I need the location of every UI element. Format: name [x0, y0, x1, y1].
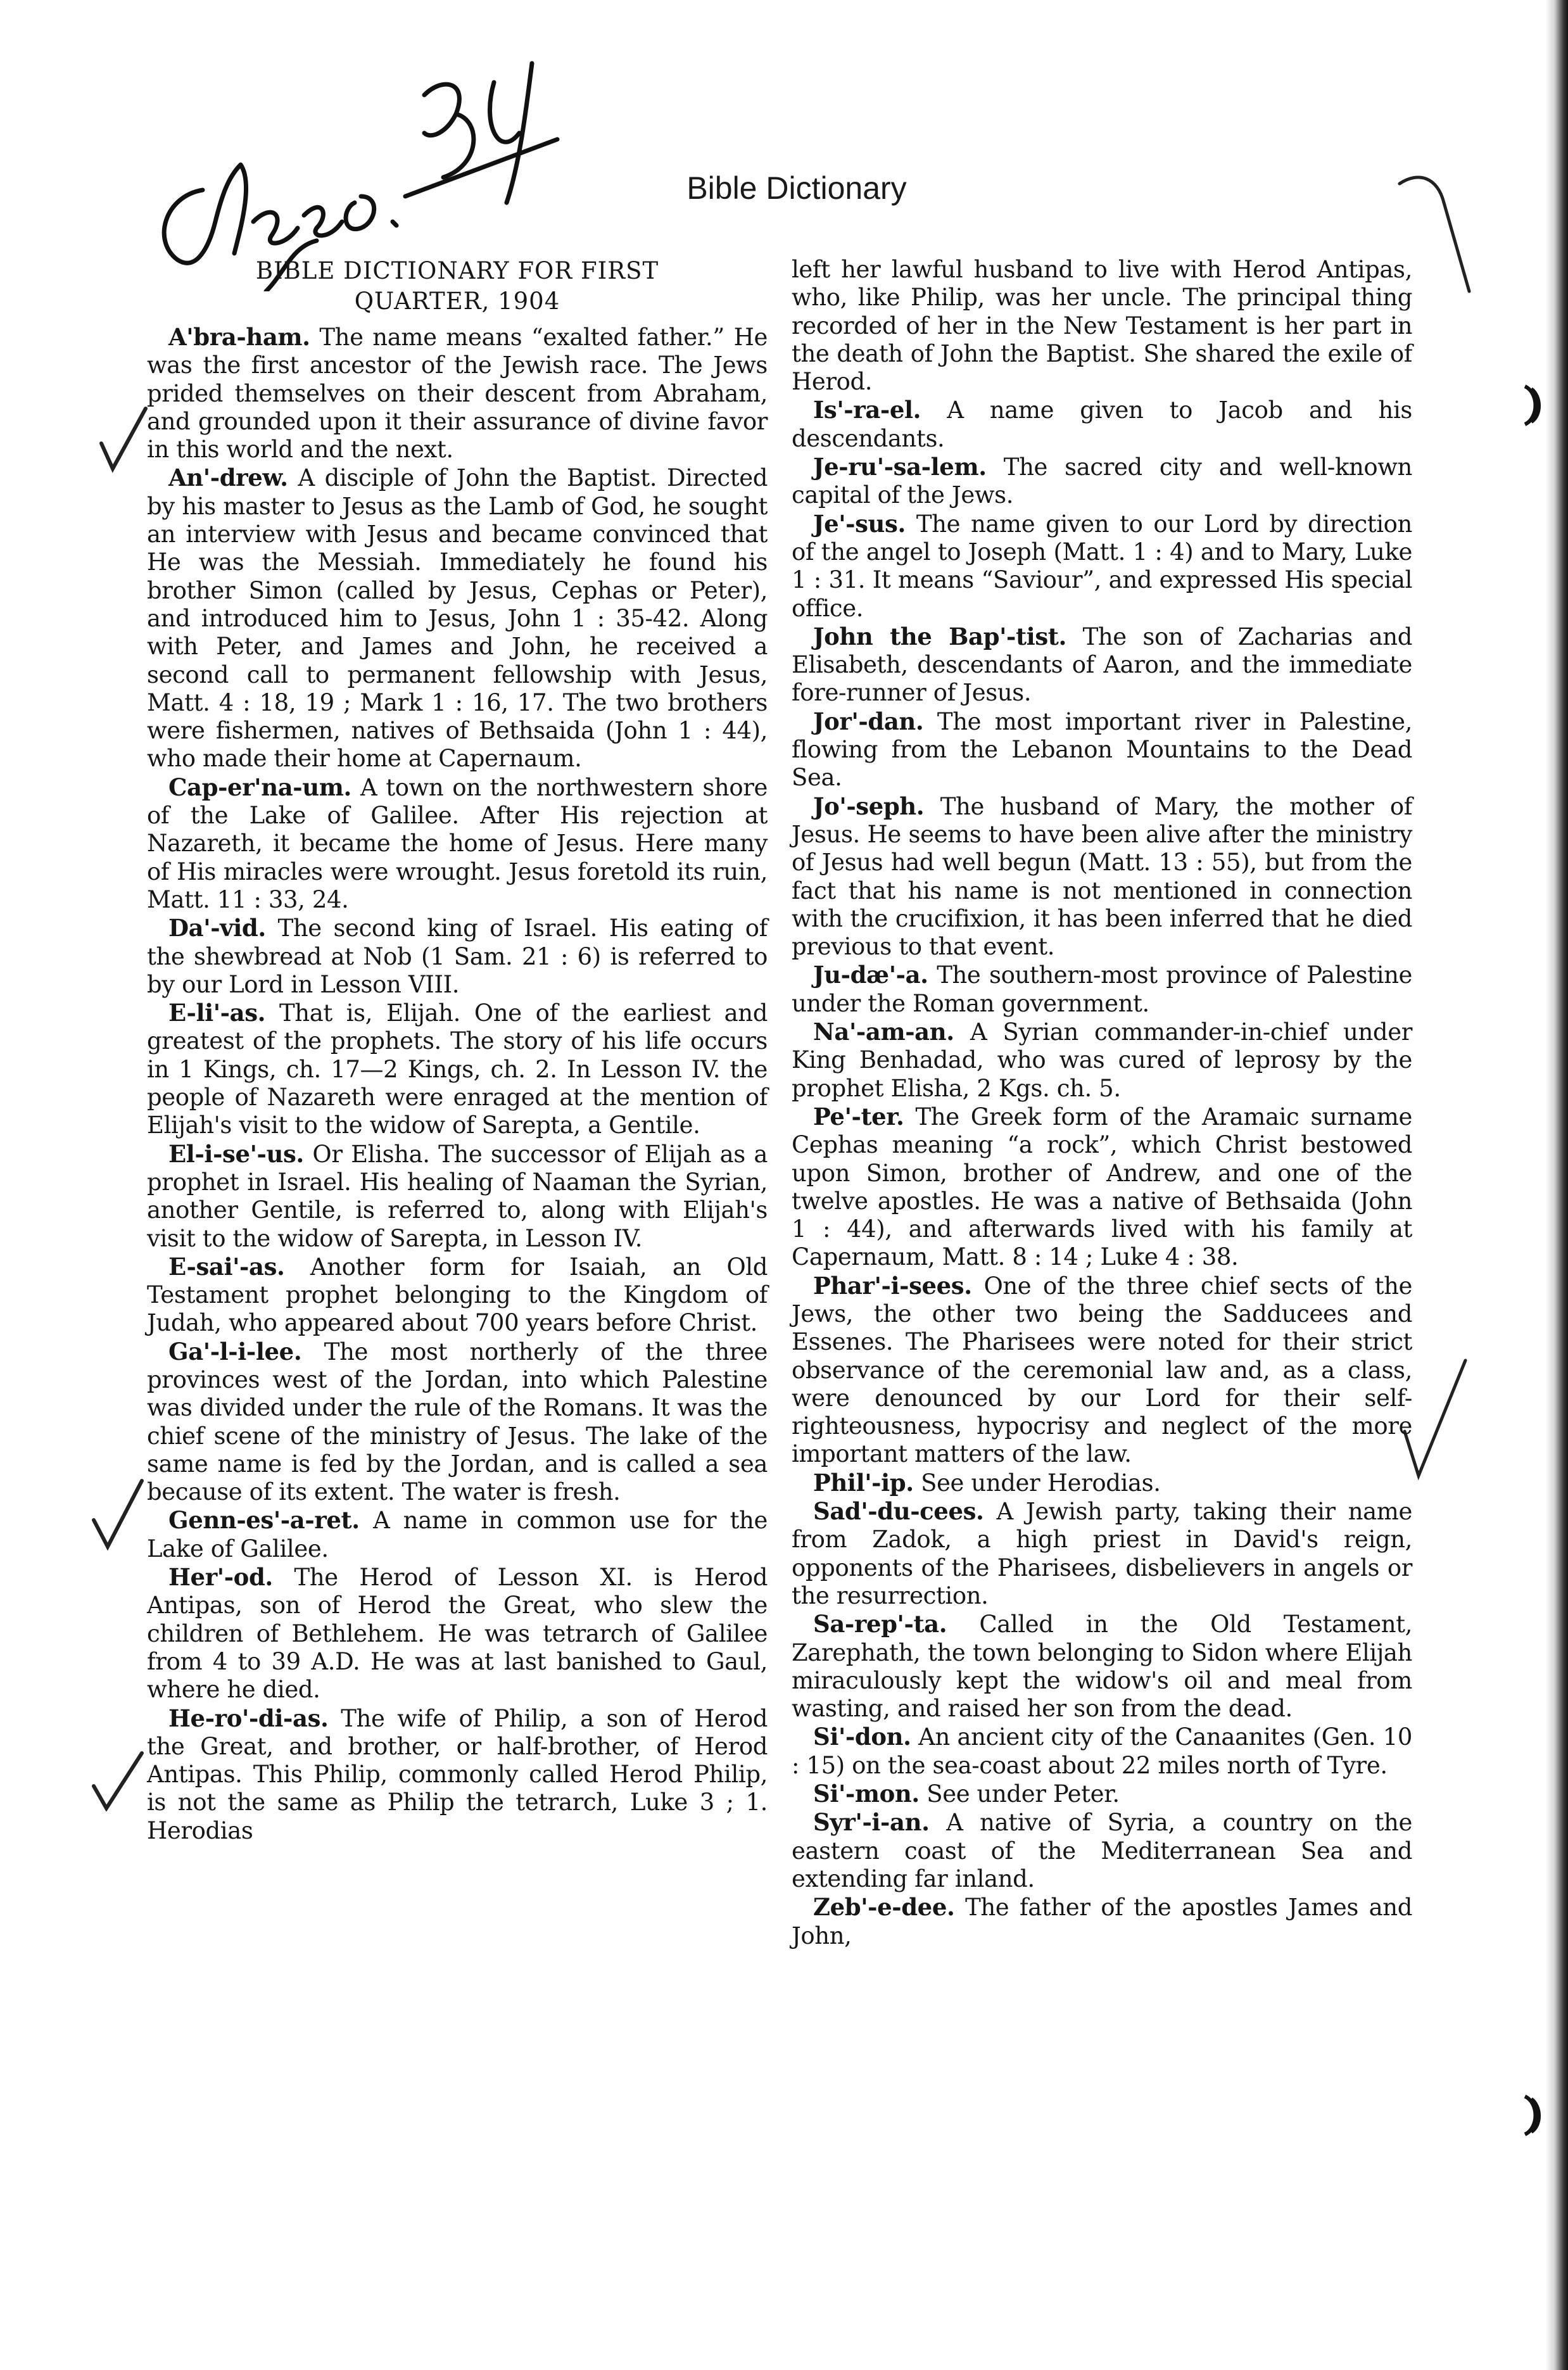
entry-term: El-i-se'-us. [168, 1139, 304, 1168]
entry-definition: That is, Elijah. One of the earliest and greatest of the prophets. The story of his life occurs in 1 Kings, ch. 17—2 Kings, ch. 2. In Lesson IV. the people of Nazareth were enraged at the mention of Elijah's visit to the widow of Sarepta, a Gentile. [147, 999, 768, 1139]
entry-term: Phar'-i-sees. [813, 1271, 972, 1300]
entry-term: An'-drew. [168, 464, 288, 492]
entry-definition: Another form for Isaiah, an Old Testament prophet belonging to the Kingdom of Judah, who appeared about 700 years before Christ. [147, 1253, 768, 1337]
dictionary-title [147, 256, 768, 317]
entry-judaea [792, 961, 1412, 1018]
entry-herodias-continued [792, 256, 1412, 396]
entry-term: Na'-am-an. [813, 1018, 954, 1046]
entry-term: Sa-rep'-ta. [813, 1610, 947, 1638]
entry-term: Genn-es'-a-ret. [168, 1506, 360, 1535]
entry-david [147, 914, 768, 999]
entry-term: Phil'-ip. [813, 1468, 914, 1497]
running-header: Bible Dictionary [686, 170, 907, 206]
check-mark-icon [89, 1748, 146, 1811]
entry-definition: left her lawful husband to live with Herod Antipas, who, like Philip, was her uncle. The principal thing recorded of her in the New Testament is her part in the death of John the Baptist. She shared the exile of Herod. [792, 256, 1412, 396]
entry-definition: The southern-most province of Palestine under the Roman government. [792, 961, 1412, 1017]
entry-definition: The father of the apostles James and John, [792, 1894, 1412, 1949]
entry-term: Si'-don. [813, 1723, 911, 1751]
entry-zebedee [792, 1893, 1412, 1950]
entry-term: A'bra-ham. [168, 323, 310, 351]
title-line-2: QUARTER, 1904 [354, 288, 560, 315]
entry-syrian [792, 1808, 1412, 1893]
entry-term: Jo'-seph. [813, 792, 925, 820]
entry-definition: A disciple of John the Baptist. Directed by his master to Jesus as the Lamb of God, he sought an interview with Jesus and became convinced that He was the Messiah. Immediately he found his brother Simon (called by Jesus, Cephas or Peter), and introduced him to Jesus, John 1 : 35-42. Along with Peter, and James and John, he received a second call to permanent fellowship with Jesus, Matt. 4 : 18, 19 ; Mark 1 : 16, 17. The two brothers were fishermen, natives of Bethsaida (John 1 : 44), who made their home at Capernaum. [147, 464, 768, 773]
binding-mark-icon [1520, 380, 1545, 431]
entry-simon [792, 1780, 1412, 1808]
entry-john-the-baptist [792, 623, 1412, 707]
entry-term: Is'-ra-el. [813, 396, 921, 424]
entry-definition: See under Herodias. [921, 1469, 1161, 1497]
entry-galilee [147, 1338, 768, 1507]
entry-definition: The second king of Israel. His eating of the shewbread at Nob (1 Sam. 21 : 6) is referred to by our Lord in Lesson VIII. [147, 915, 768, 998]
entry-term: Zeb'-e-dee. [813, 1893, 955, 1922]
entry-joseph [792, 792, 1412, 961]
entry-peter [792, 1103, 1412, 1272]
entry-definition: The husband of Mary, the mother of Jesus. He seems to have been alive after the ministry of Jesus had well begun (Matt. 13 : 55), but from the fact that his name is not mentioned in connection with the crucifixion, it has been inferred that he died previous to that event. [792, 792, 1412, 961]
entry-definition: The Greek form of the Aramaic surname Cephas meaning “a rock”, which Christ bestowed upon Simon, brother of Andrew, and one of the twelve apostles. He was a native of Bethsaida (John 1 : 44), and afterwards lived with his family at Capernaum, Matt. 8 : 14 ; Luke 4 : 38. [792, 1103, 1412, 1271]
entry-definition: A name given to Jacob and his descendants. [792, 396, 1412, 452]
entry-term: Sad'-du-cees. [813, 1497, 984, 1526]
check-mark-icon [89, 1476, 146, 1552]
entry-naaman [792, 1018, 1412, 1103]
handwritten-annotation [127, 38, 583, 291]
entry-term: Pe'-ter. [813, 1102, 904, 1131]
entry-definition: The name means “exalted father.” He was the first ancestor of the Jewish race. The Jews prided themselves on their descent from Abraham, and grounded upon it their assurance of divine favor in this world and the next. [147, 324, 768, 464]
entry-definition: One of the three chief sects of the Jews, the other two being the Sadducees and Essenes. The Pharisees were noted for their strict observance of the ceremonial law and, as a class, were denounced by our Lord for their self-righteousness, hypocrisy and neglect of the more important matters of the law. [792, 1272, 1412, 1468]
entry-term: Syr'-i-an. [813, 1808, 930, 1837]
entry-sarepta [792, 1610, 1412, 1723]
entry-definition: The sacred city and well-known capital of the Jews. [792, 453, 1412, 509]
entry-jerusalem [792, 453, 1412, 510]
entry-esaias [147, 1253, 768, 1338]
entry-definition: A name in common use for the Lake of Galilee. [147, 1507, 768, 1562]
entry-term: Jor'-dan. [813, 707, 924, 735]
entry-andrew [147, 464, 768, 773]
entry-term: Si'-mon. [813, 1780, 920, 1808]
entry-definition: The name given to our Lord by direction of the angel to Joseph (Matt. 1 : 4) and to Mary, Luke 1 : 31. It means “Saviour”, and expressed His special office. [792, 510, 1412, 622]
entry-pharisees [792, 1272, 1412, 1469]
entry-term: Je'-sus. [813, 509, 906, 538]
entry-capernaum [147, 773, 768, 914]
entry-definition: The wife of Philip, a son of Herod the Great, and brother, or half-brother, of Herod Antipas. This Philip, commonly called Herod Philip, is not the same as Philip the tetrarch, Luke 3 ; 1. Herodias [147, 1704, 768, 1844]
entry-gennesaret [147, 1506, 768, 1563]
entry-definition: The most important river in Palestine, flowing from the Lebanon Mountains to the Dead Sea. [792, 707, 1412, 792]
entry-definition: A Syrian commander-in-chief under King Benhadad, who was cured of leprosy by the prophet Elisha, 2 Kgs. ch. 5. [792, 1018, 1412, 1102]
entry-definition: The most northerly of the three provinces west of the Jordan, into which Palestine was divided under the rule of the Romans. It was the chief scene of the ministry of Jesus. The lake of the same name is fed by the Jordan, and is called a sea because of its extent. The water is fresh. [147, 1338, 768, 1506]
entry-israel [792, 396, 1412, 453]
entry-term: E-li'-as. [168, 999, 266, 1027]
left-column [147, 256, 768, 1845]
entry-elias [147, 999, 768, 1139]
entry-definition: Or Elisha. The successor of Elijah as a prophet in Israel. His healing of Naaman the Syrian, another Gentile, is referred to, along with Elijah's visit to the widow of Sarepta, in Lesson IV. [147, 1140, 768, 1252]
entry-abraham [147, 323, 768, 464]
entry-herodias [147, 1704, 768, 1845]
entry-term: Cap-er'na-um. [168, 773, 351, 801]
entry-definition: The son of Zacharias and Elisabeth, descendants of Aaron, and the immediate fore-runner of Jesus. [792, 623, 1412, 707]
entry-definition: See under Peter. [926, 1780, 1120, 1808]
binding-mark-icon [1520, 2090, 1545, 2141]
entry-term: John the Bap'-tist. [813, 622, 1066, 650]
entry-herod [147, 1563, 768, 1704]
entry-term: He-ro'-di-as. [168, 1704, 329, 1732]
entry-philip [792, 1469, 1412, 1497]
entry-sadducees [792, 1497, 1412, 1610]
entry-definition: A town on the northwestern shore of the Lake of Galilee. After His rejection at Nazareth, it became the home of Jesus. Here many of His miracles were wrought. Jesus foretold its ruin, Matt. 11 : 33, 24. [147, 773, 768, 913]
entry-definition: An ancient city of the Canaanites (Gen. 10 : 15) on the sea-coast about 22 miles north of Tyre. [792, 1723, 1412, 1779]
entry-term: Ju-dæ'-a. [813, 961, 928, 989]
entry-definition: Called in the Old Testament, Zarephath, the town belonging to Sidon where Elijah miraculously kept the widow's oil and meal from wasting, and raised her son from the dead. [792, 1611, 1412, 1723]
entry-jesus [792, 510, 1412, 623]
entry-definition: A native of Syria, a country on the eastern coast of the Mediterranean Sea and extending far inland. [792, 1809, 1412, 1892]
title-line-1: BIBLE DICTIONARY FOR FIRST [255, 257, 659, 284]
entry-definition: A Jewish party, taking their name from Zadok, a high priest in David's reign, opponents of the Pharisees, disbelievers in angels or the resurrection. [792, 1498, 1412, 1609]
entry-term: Je-ru'-sa-lem. [813, 453, 987, 481]
entry-sidon [792, 1723, 1412, 1780]
page-binding-edge [1545, 0, 1568, 2370]
entry-eliseus [147, 1140, 768, 1253]
entry-term: E-sai'-as. [168, 1252, 285, 1281]
entry-definition: The Herod of Lesson XI. is Herod Antipas, son of Herod the Great, who slew the children of Bethlehem. He was tetrarch of Galilee from 4 to 39 A.D. He was at last banished to Gaul, where he died. [147, 1564, 768, 1704]
entry-term: Da'-vid. [168, 914, 266, 942]
right-column [792, 256, 1412, 1950]
entry-term: Ga'-l-i-lee. [168, 1337, 302, 1366]
entry-jordan [792, 707, 1412, 792]
entry-term: Her'-od. [168, 1563, 273, 1592]
check-mark-icon [95, 405, 152, 475]
